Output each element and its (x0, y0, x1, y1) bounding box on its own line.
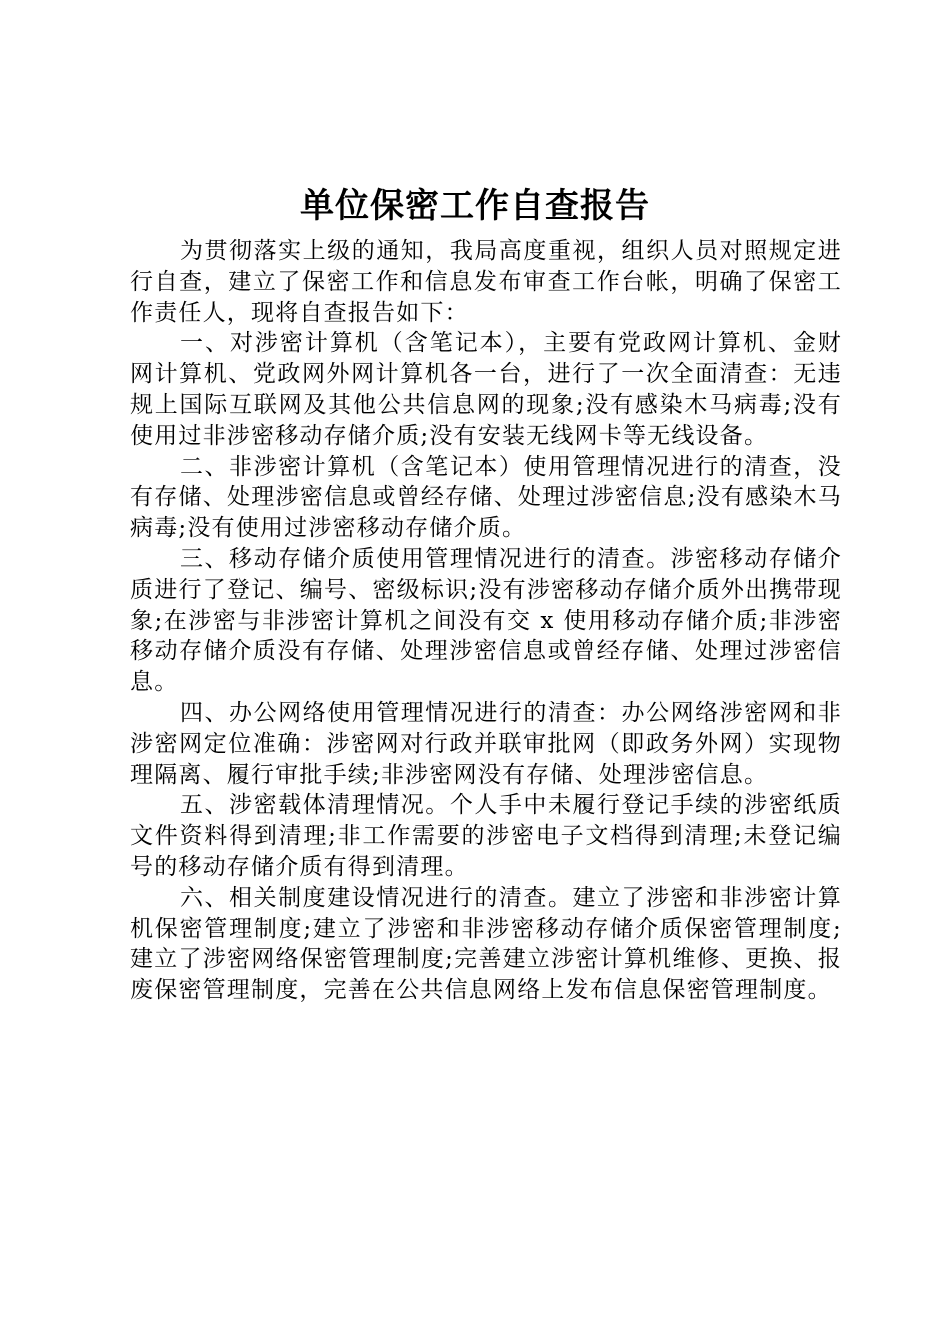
section-4-paragraph: 四、办公网络使用管理情况进行的清查：办公网络涉密网和非涉密网定位准确：涉密网对行政并联审批网（即政务外网）实现物理隔离、履行审批手续;非涉密网没有存储、处理涉密信息。 (130, 699, 842, 788)
intro-paragraph: 为贯彻落实上级的通知，我局高度重视，组织人员对照规定进行自查，建立了保密工作和信息发布审查工作台帐，明确了保密工作责任人，现将自查报告如下： (130, 238, 842, 326)
document-title: 单位保密工作自查报告 (300, 186, 650, 226)
section-6-paragraph: 六、相关制度建设情况进行的清查。建立了涉密和非涉密计算机保密管理制度;建立了涉密和非涉密移动存储介质保密管理制度;建立了涉密网络保密管理制度;完善建立涉密计算机维修、更换、报废保密管理制度，完善在公共信息网络上发布信息保密管理制度。 (130, 884, 842, 1004)
section-2-paragraph: 二、非涉密计算机（含笔记本）使用管理情况进行的清查，没有存储、处理涉密信息或曾经存储、处理过涉密信息;没有感染木马病毒;没有使用过涉密移动存储介质。 (130, 453, 842, 542)
document-body (130, 236, 842, 1006)
section-3-paragraph: 三、移动存储介质使用管理情况进行的清查。涉密移动存储介质进行了登记、编号、密级标识;没有涉密移动存储介质外出携带现象;在涉密与非涉密计算机之间没有交 x 使用移动存储介质;非涉密移动存储介质没有存储、处理涉密信息或曾经存储、处理过涉密信息。 (130, 545, 842, 696)
section-5-paragraph: 五、涉密载体清理情况。个人手中未履行登记手续的涉密纸质文件资料得到清理;非工作需要的涉密电子文档得到清理;未登记编号的移动存储介质有得到清理。 (130, 792, 842, 880)
section-1-paragraph: 一、对涉密计算机（含笔记本），主要有党政网计算机、金财网计算机、党政网外网计算机各一台，进行了一次全面清查：无违规上国际互联网及其他公共信息网的现象;没有感染木马病毒;没有使用过非涉密移动存储介质;没有安装无线网卡等无线设备。 (130, 330, 842, 449)
